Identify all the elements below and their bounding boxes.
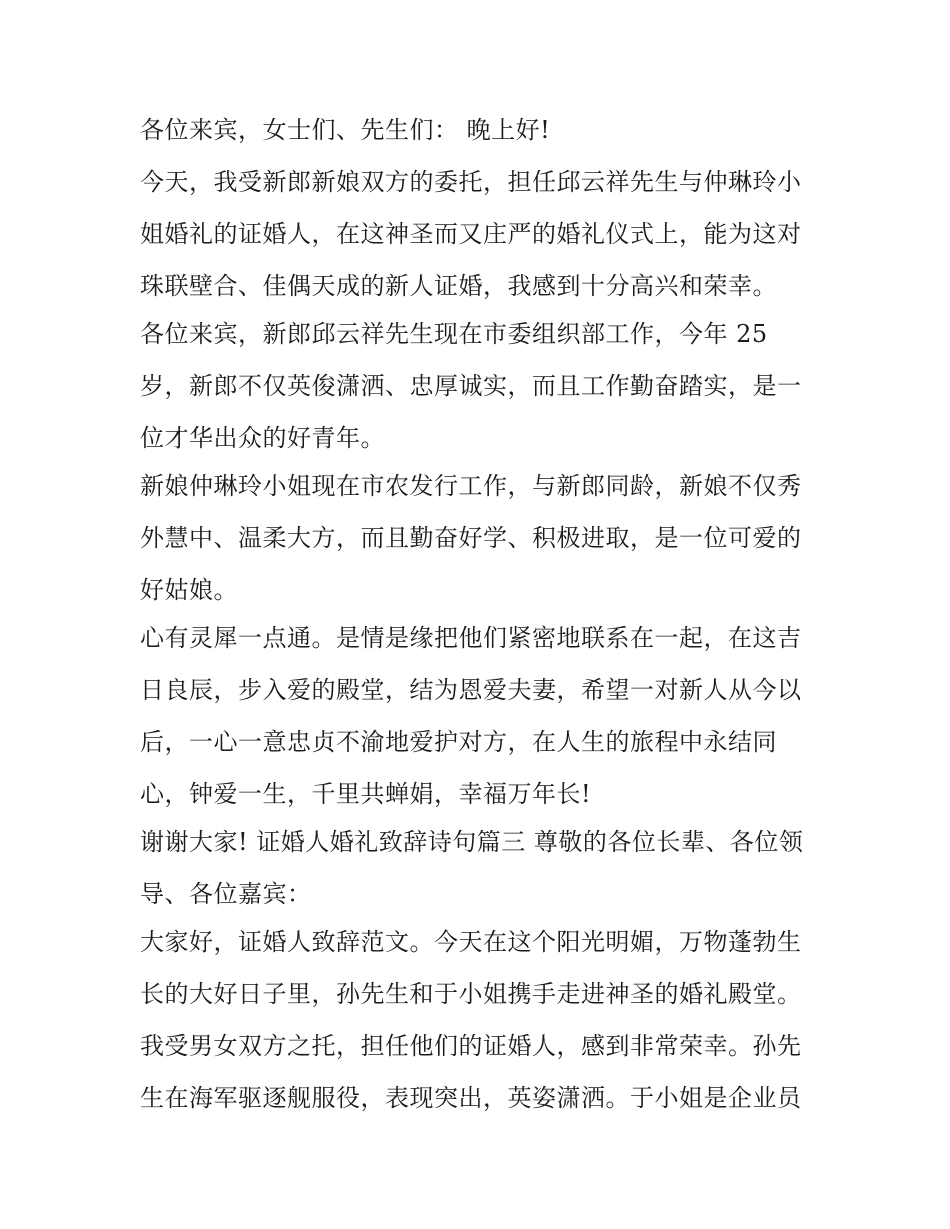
text-line: 新娘仲琳玲小姐现在市农发行工作，与新郎同龄，新娘不仅秀: [140, 472, 802, 500]
text-line: 各位来宾，新郎邱云祥先生现在市委组织部工作，今年 25: [140, 320, 768, 348]
text-line: 今天，我受新郎新娘双方的委托，担任邱云祥先生与仲琳玲小: [140, 168, 802, 196]
text-line: 位才华出众的好青年。: [140, 424, 385, 452]
text-line: 心有灵犀一点通。是情是缘把他们紧密地联系在一起，在这吉: [140, 624, 802, 652]
text-line: 珠联壁合、佳偶天成的新人证婚，我感到十分高兴和荣幸。: [140, 272, 777, 300]
text-line: 生在海军驱逐舰服役，表现突出，英姿潇洒。于小姐是企业员: [140, 1084, 802, 1112]
text-line: 大家好，证婚人致辞范文。今天在这个阳光明媚，万物蓬勃生: [140, 928, 802, 956]
text-line: 导、各位嘉宾：: [140, 880, 312, 908]
text-line: 岁，新郎不仅英俊潇洒、忠厚诚实，而且工作勤奋踏实，是一: [140, 372, 802, 400]
text-line: 外慧中、温柔大方，而且勤奋好学、积极进取，是一位可爱的: [140, 524, 802, 552]
text-line: 好姑娘。: [140, 576, 238, 604]
text-line: 后，一心一意忠贞不渝地爱护对方，在人生的旅程中永结同: [140, 728, 777, 756]
text-line: 谢谢大家! 证婚人婚礼致辞诗句篇三 尊敬的各位长辈、各位领: [140, 828, 804, 856]
text-line: 姐婚礼的证婚人，在这神圣而又庄严的婚礼仪式上，能为这对: [140, 220, 802, 248]
text-line: 我受男女双方之托，担任他们的证婚人，感到非常荣幸。孙先: [140, 1032, 802, 1060]
text-line: 各位来宾，女士们、先生们： 晚上好!: [140, 116, 551, 144]
text-line: 长的大好日子里，孙先生和于小姐携手走进神圣的婚礼殿堂。: [140, 980, 802, 1008]
text-line: 日良辰，步入爱的殿堂，结为恩爱夫妻，希望一对新人从今以: [140, 676, 802, 704]
text-line: 心，钟爱一生，千里共蝉娟，幸福万年长!: [140, 780, 592, 808]
